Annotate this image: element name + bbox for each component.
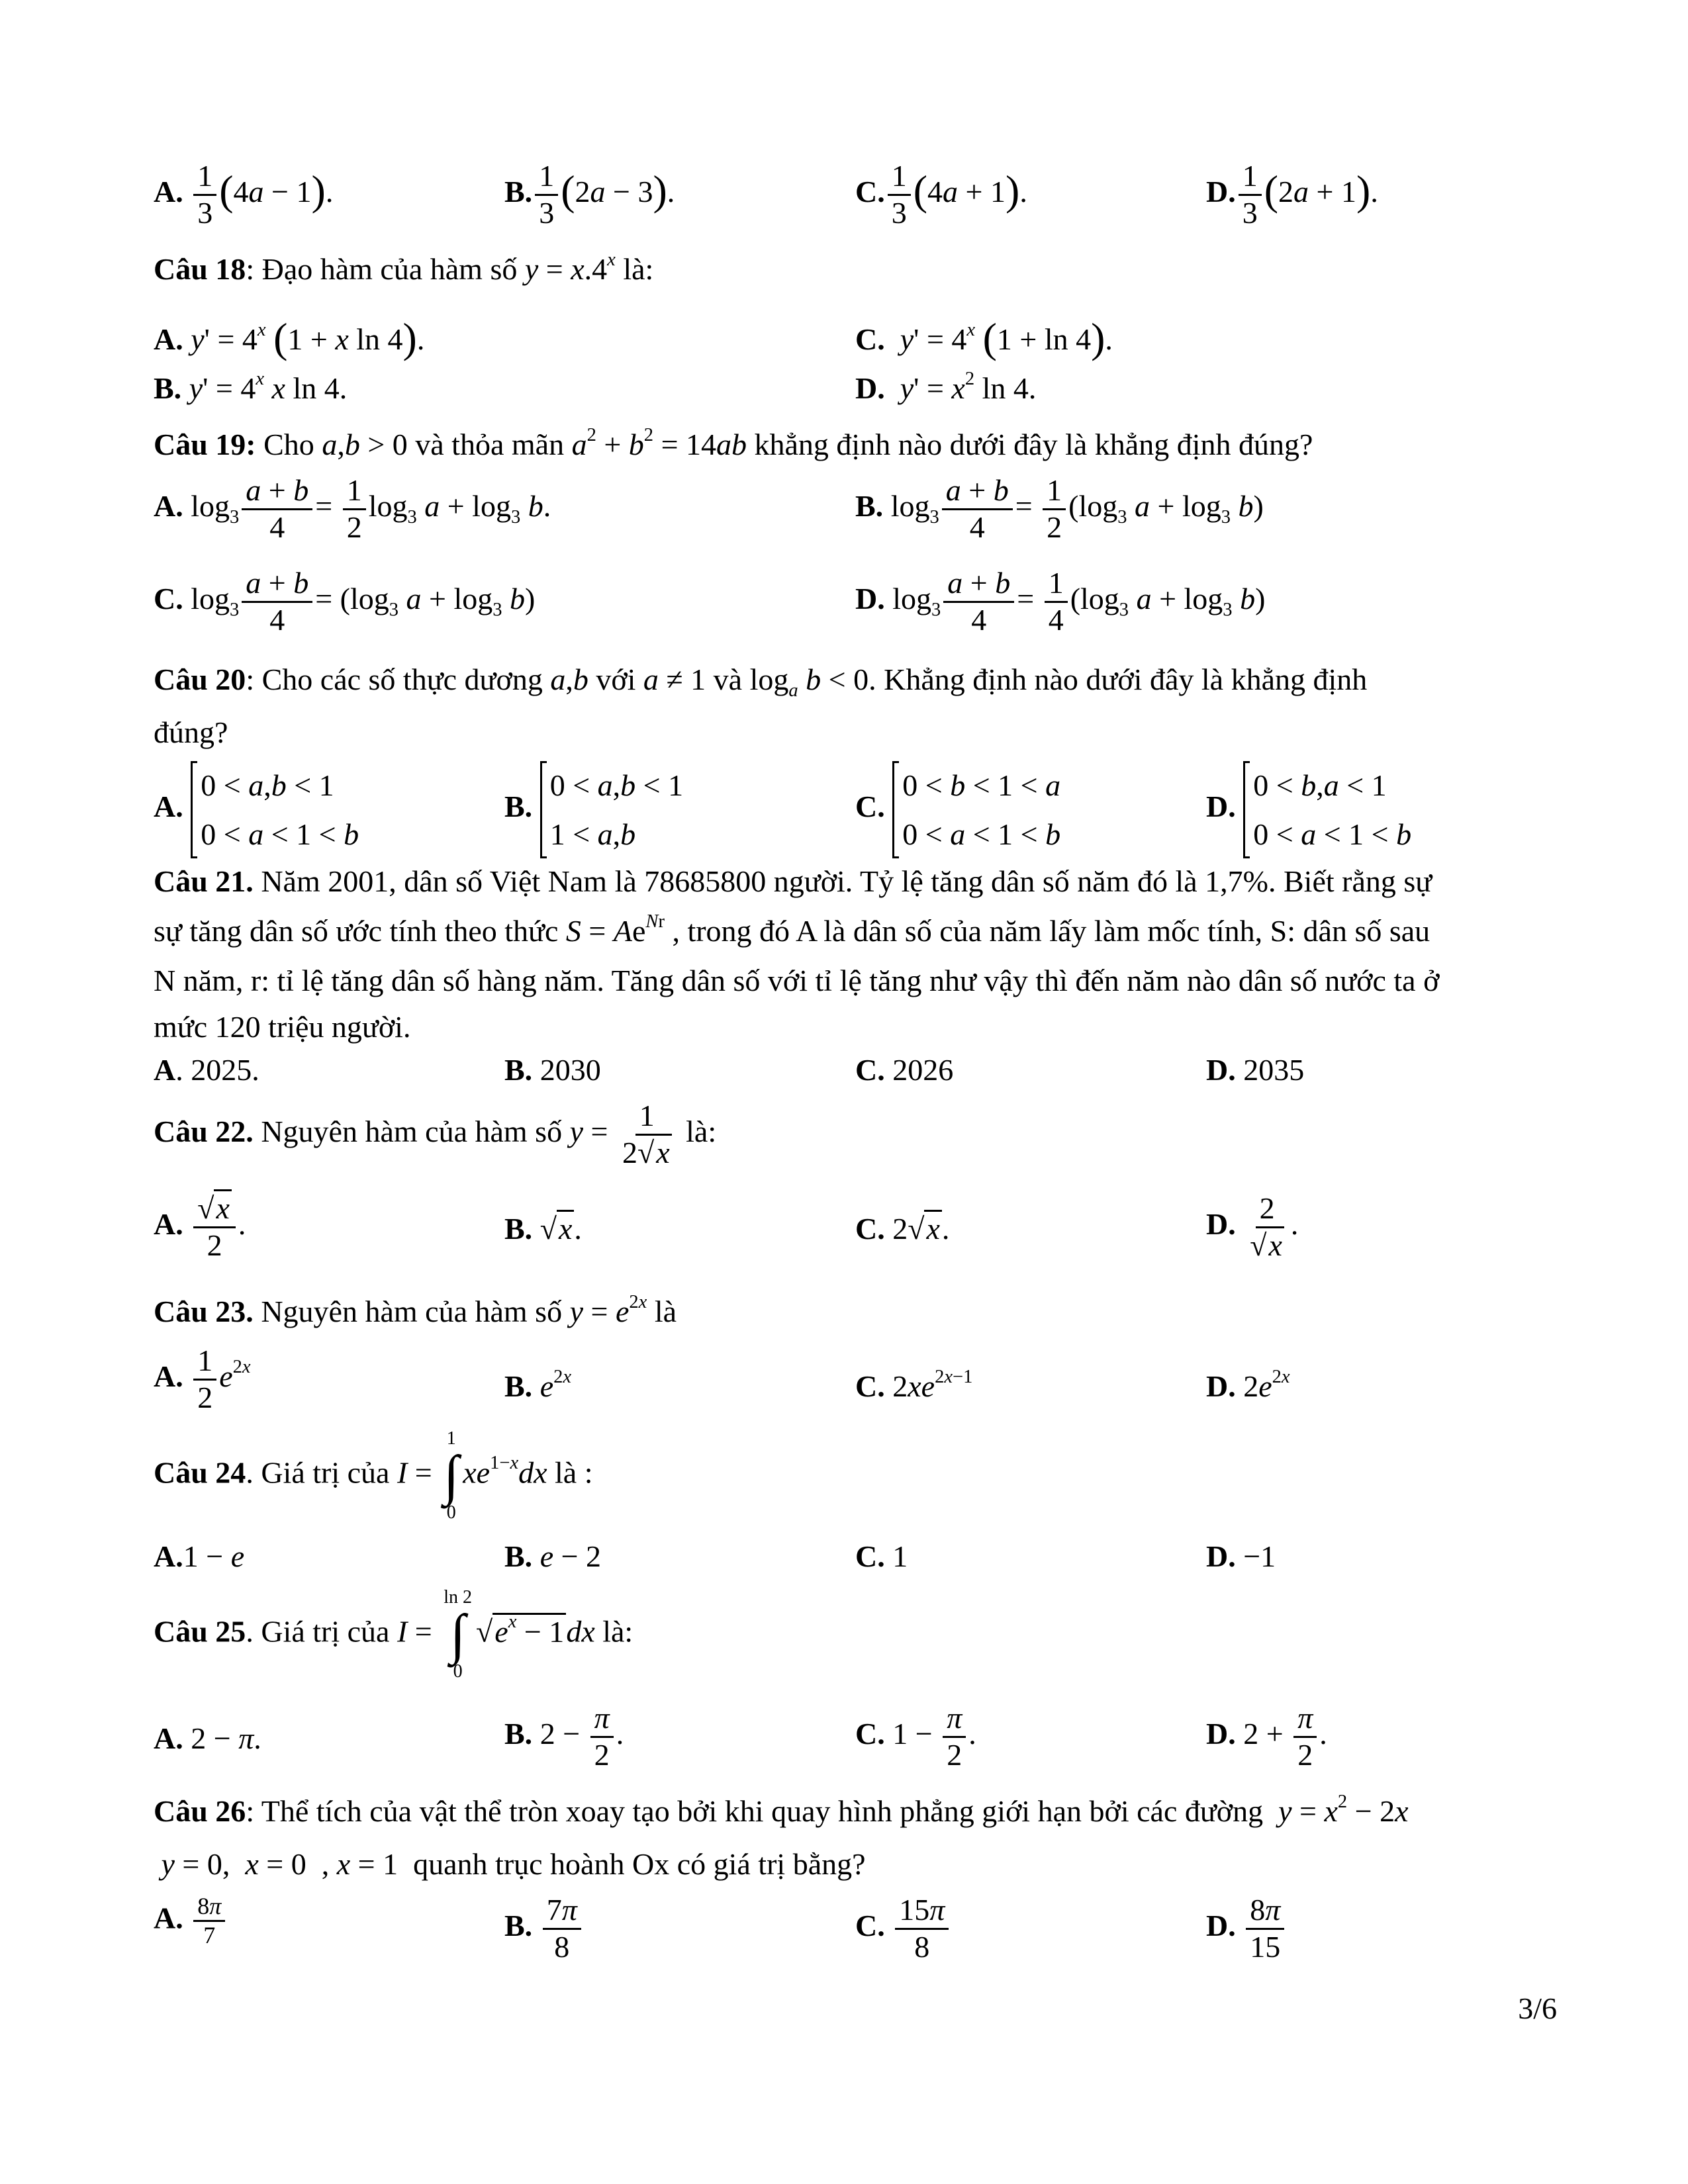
q22-option-c: C. 2√x. bbox=[855, 1211, 949, 1246]
q22-question: Câu 22. Nguyên hàm của hàm số y = $\frac{1}{2√x}$ là: bbox=[154, 1099, 717, 1169]
q21-option-d: D. 2035 bbox=[1206, 1053, 1305, 1087]
q18-question: Câu 18: Đạo hàm của hàm số $y = x.4^x$ là: bbox=[154, 249, 654, 286]
q25-option-b: B. 2 − $\frac{\pi}{2}$ . bbox=[504, 1701, 624, 1772]
q17-option-c: C. $\frac{1}{3}$ (4a + 1). bbox=[855, 159, 1027, 230]
q23-question: Câu 23. Nguyên hàm của hàm số $y = e^{2x}$ là bbox=[154, 1291, 677, 1328]
q23-option-d: D. $2e^{2x}$ bbox=[1206, 1366, 1290, 1403]
q18-option-a: A. $y' = 4^x$ (1 + x ln 4). bbox=[154, 314, 425, 361]
q21-option-c: C. 2026 bbox=[855, 1053, 954, 1087]
q26-option-c: C. $\frac{15\pi}{8}$ bbox=[855, 1893, 951, 1965]
q20-question: Câu 20: Cho các số thực dương a,b với a ≠ 1 và $\log_a b < 0$. Khẳng định nào dưới đây là khẳng định bbox=[154, 662, 1368, 701]
q17-option-d: D. $\frac{1}{3}$ (2a + 1). bbox=[1206, 159, 1378, 230]
q24-option-b: B. e − 2 bbox=[504, 1539, 602, 1573]
q21-line3: N năm, r: tỉ lệ tăng dân số hàng năm. Tăng dân số với tỉ lệ tăng như vậy thì đến năm nào dân số nước ta ở bbox=[154, 964, 1440, 997]
q23-option-a: A. $\frac{1}{2}$ $e^{2x}$ bbox=[154, 1343, 251, 1414]
q26-option-a: A. $\frac{8\pi}{7}$ bbox=[154, 1893, 228, 1950]
q22-option-d: D. $\frac{2}{√x}$ . bbox=[1206, 1191, 1299, 1262]
q21-line4: mức 120 triệu người. bbox=[154, 1010, 411, 1044]
q20-option-d: D. 0 < b,a < 1 0 < a < 1 < b bbox=[1206, 761, 1411, 858]
q20-question-cont: đúng? bbox=[154, 715, 228, 749]
q17-option-b: B. $\frac{1}{3}$ (2a − 3). bbox=[504, 159, 675, 230]
q19-option-b: B. $\log_3$ $\frac{a + b}{4}$ = $\frac{1}{2}$ ($\log_3$ $a + \log_3 b$) bbox=[855, 473, 1264, 544]
q19-option-c: C. $\log_3$ $\frac{a + b}{4}$ = ($\log_3$ $a + \log_3 b$) bbox=[154, 566, 536, 637]
q26-question: Câu 26: Thể tích của vật thể tròn xoay tạo bởi khi quay hình phẳng giới hạn bởi các đường $y = x^2 - 2x$ bbox=[154, 1791, 1409, 1828]
q20-option-b: B. 0 < a,b < 1 1 < a,b bbox=[504, 761, 683, 858]
q20-option-c: C. 0 < b < 1 < a 0 < a < 1 < b bbox=[855, 761, 1060, 858]
q18-option-b: B. $y' = 4^x$ x ln 4. bbox=[154, 368, 348, 405]
q19-question: Câu 19: Cho a,b > 0 và thỏa mãn $a^2 + b^2 = 14ab$ khẳng định nào dưới đây là khẳng định đúng? bbox=[154, 424, 1313, 461]
q20-option-a: A. 0 < a,b < 1 0 < a < 1 < b bbox=[154, 761, 359, 858]
q25-question: Câu 25. Giá trị của I = ln 2 ∫ 0 $√e^x - 1dx$ là: bbox=[154, 1587, 633, 1682]
q23-option-c: C. $2xe^{2x-1}$ bbox=[855, 1366, 973, 1403]
q25-option-a: A. 2 − π. bbox=[154, 1721, 261, 1755]
q19-option-d: D. $\log_3$ $\frac{a + b}{4}$ = $\frac{1}{4}$ ($\log_3$ $a + \log_3 b$) bbox=[855, 566, 1266, 637]
q18-option-c: C. $y' = 4^x$ (1 + ln 4). bbox=[855, 314, 1113, 361]
q25-option-d: D. 2 + $\frac{\pi}{2}$ . bbox=[1206, 1701, 1327, 1772]
q24-option-a: A.1 − e bbox=[154, 1539, 245, 1573]
q21-option-a: A. 2025. bbox=[154, 1053, 259, 1087]
q22-option-b: B. √x. bbox=[504, 1211, 582, 1246]
q25-option-c: C. 1 − $\frac{\pi}{2}$ . bbox=[855, 1701, 976, 1772]
q26-option-b: B. $\frac{7\pi}{8}$ bbox=[504, 1893, 584, 1965]
q23-option-b: B. $e^{2x}$ bbox=[504, 1366, 572, 1403]
q24-option-c: C. 1 bbox=[855, 1539, 908, 1573]
q26-question-cont: y = 0, x = 0 , x = 1 quanh trục hoành Ox có giá trị bằng? bbox=[161, 1847, 866, 1881]
q21-option-b: B. 2030 bbox=[504, 1053, 601, 1087]
page-number: 3/6 bbox=[1518, 1991, 1557, 2025]
q18-option-d: D. $y' = x^2$ ln 4. bbox=[855, 368, 1037, 405]
q24-question: Câu 24. Giá trị của I = 1 ∫ 0 $xe^{1-x}dx$ là : bbox=[154, 1428, 593, 1523]
q26-option-d: D. $\frac{8\pi}{15}$ bbox=[1206, 1893, 1287, 1965]
q21-line2: sự tăng dân số ước tính theo thức $S = Ae^{Nr}$ , trong đó A là dân số của năm lấy làm mốc tính, S: dân số sau bbox=[154, 911, 1430, 948]
q19-option-a: A. $\log_3$ $\frac{a + b}{4}$ = $\frac{1}{2}$ $\log_3 a + \log_3 b$. bbox=[154, 473, 551, 544]
q17-option-a: A. $\frac{1}{3}$ (4a − 1). bbox=[154, 159, 334, 230]
q21-line1: Câu 21. Năm 2001, dân số Việt Nam là 78685800 người. Tỷ lệ tăng dân số năm đó là 1,7%. Biết rằng sự bbox=[154, 864, 1432, 898]
q22-option-a: A. $\frac{√x}{2}$ . bbox=[154, 1191, 246, 1263]
q24-option-d: D. −1 bbox=[1206, 1539, 1276, 1573]
